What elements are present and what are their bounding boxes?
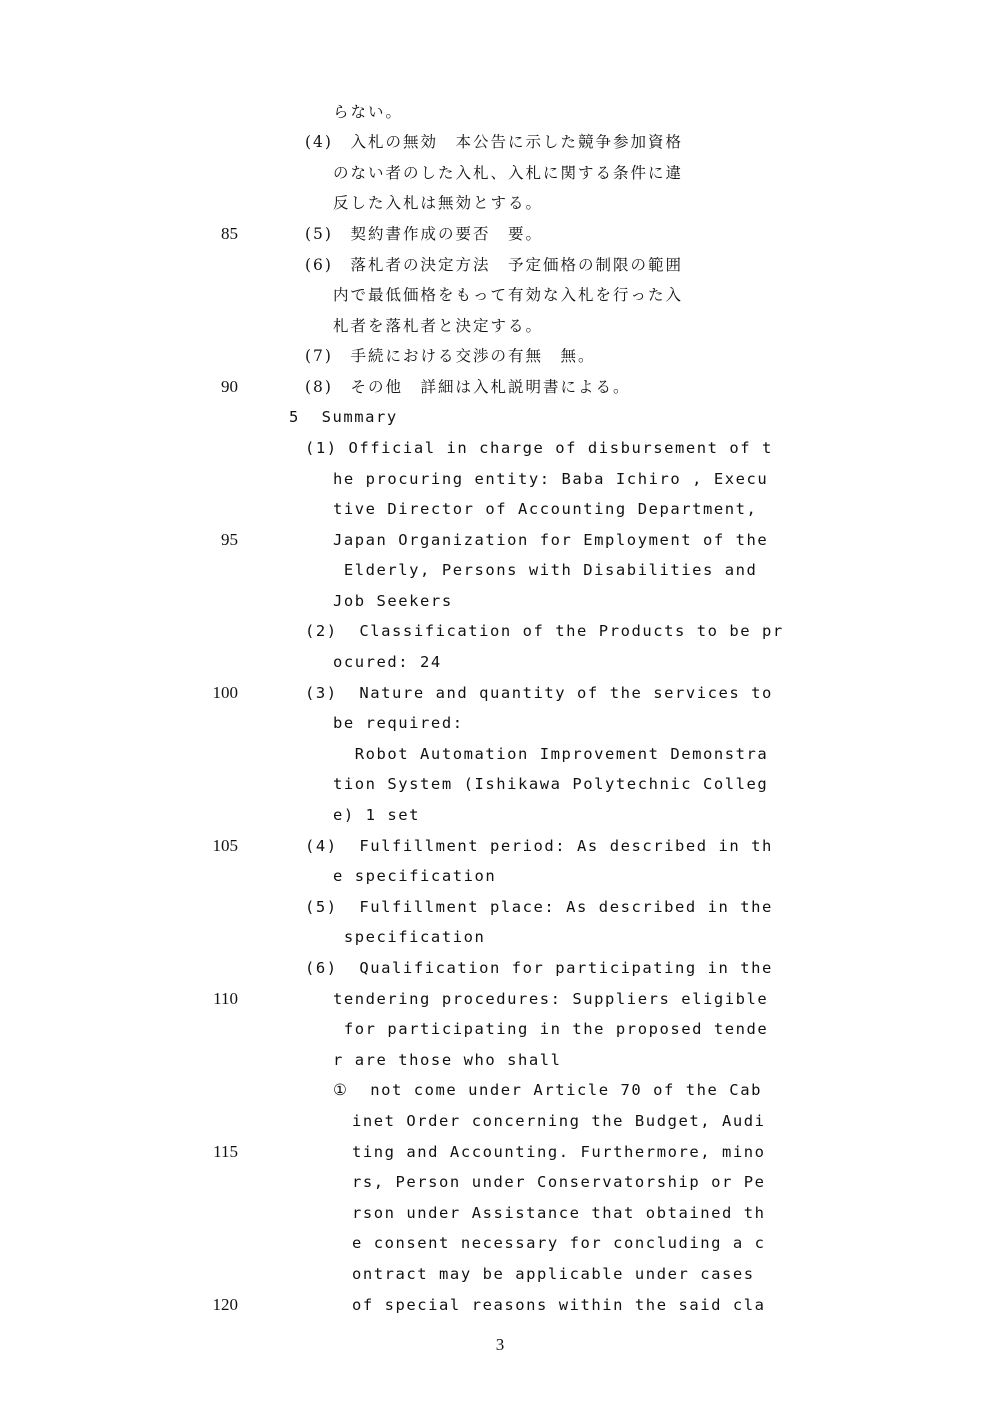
line-number: 90: [221, 377, 238, 396]
body-line: Robot Automation Improvement Demonstra: [333, 745, 769, 763]
body-line: のない者のした入札、入札に関する条件に違: [333, 164, 684, 182]
body-line: ting and Accounting. Furthermore, mino: [352, 1143, 766, 1161]
body-line: ① not come under Article 70 of the Cab: [333, 1081, 762, 1099]
body-line: (3) Nature and quantity of the services to: [305, 684, 773, 702]
body-line: ocured: 24: [333, 653, 442, 671]
page-number: 3: [495, 1335, 505, 1354]
body-line: rs, Person under Conservatorship or Pe: [352, 1173, 766, 1191]
body-line: (8) その他 詳細は入札説明書による。: [305, 378, 631, 396]
body-line: Japan Organization for Employment of the: [333, 531, 769, 549]
body-line: 内で最低価格をもって有効な入札を行った入: [333, 286, 684, 304]
body-line: tive Director of Accounting Department,: [333, 500, 758, 518]
body-line: be required:: [333, 714, 464, 732]
body-line: tion System (Ishikawa Polytechnic Colleg: [333, 775, 769, 793]
body-line: 反した入札は無効とする。: [333, 194, 544, 212]
body-line: of special reasons within the said cla: [352, 1296, 766, 1314]
line-number: 120: [212, 1295, 238, 1314]
body-line: he procuring entity: Baba Ichiro , Execu: [333, 470, 769, 488]
body-line: (5) Fulfillment place: As described in the: [305, 898, 773, 916]
body-line: r are those who shall: [333, 1051, 562, 1069]
body-line: (7) 手続における交渉の有無 無。: [305, 347, 596, 365]
body-line: (5) 契約書作成の要否 要。: [305, 225, 543, 243]
body-line: (4) Fulfillment period: As described in th: [305, 837, 773, 855]
body-line: らない。: [333, 103, 404, 121]
line-number: 115: [213, 1142, 238, 1161]
body-line: (2) Classification of the Products to be pr: [305, 622, 784, 640]
body-line: (6) 落札者の決定方法 予定価格の制限の範囲: [305, 256, 683, 274]
line-number: 85: [221, 224, 238, 243]
body-line: tendering procedures: Suppliers eligible: [333, 990, 769, 1008]
body-line: 札者を落札者と決定する。: [333, 317, 544, 335]
body-line: (4) 入札の無効 本公告に示した競争参加資格: [305, 133, 683, 151]
body-line: inet Order concerning the Budget, Audi: [352, 1112, 766, 1130]
body-line: e) 1 set: [333, 806, 421, 824]
body-line: e consent necessary for concluding a c: [352, 1234, 766, 1252]
line-number: 100: [212, 683, 238, 702]
body-line: e specification: [333, 867, 497, 885]
body-line: (1) Official in charge of disbursement of t: [305, 439, 773, 457]
body-line: (6) Qualification for participating in the: [305, 959, 773, 977]
body-line: ontract may be applicable under cases: [352, 1265, 755, 1283]
body-line: for participating in the proposed tende: [333, 1020, 769, 1038]
body-line: rson under Assistance that obtained th: [352, 1204, 766, 1222]
body-line: Elderly, Persons with Disabilities and: [333, 561, 758, 579]
line-number: 95: [221, 530, 238, 549]
line-number: 105: [212, 836, 238, 855]
section-heading: 5 Summary: [289, 408, 398, 426]
body-line: Job Seekers: [333, 592, 453, 610]
line-number: 110: [213, 989, 238, 1008]
body-line: specification: [333, 928, 486, 946]
